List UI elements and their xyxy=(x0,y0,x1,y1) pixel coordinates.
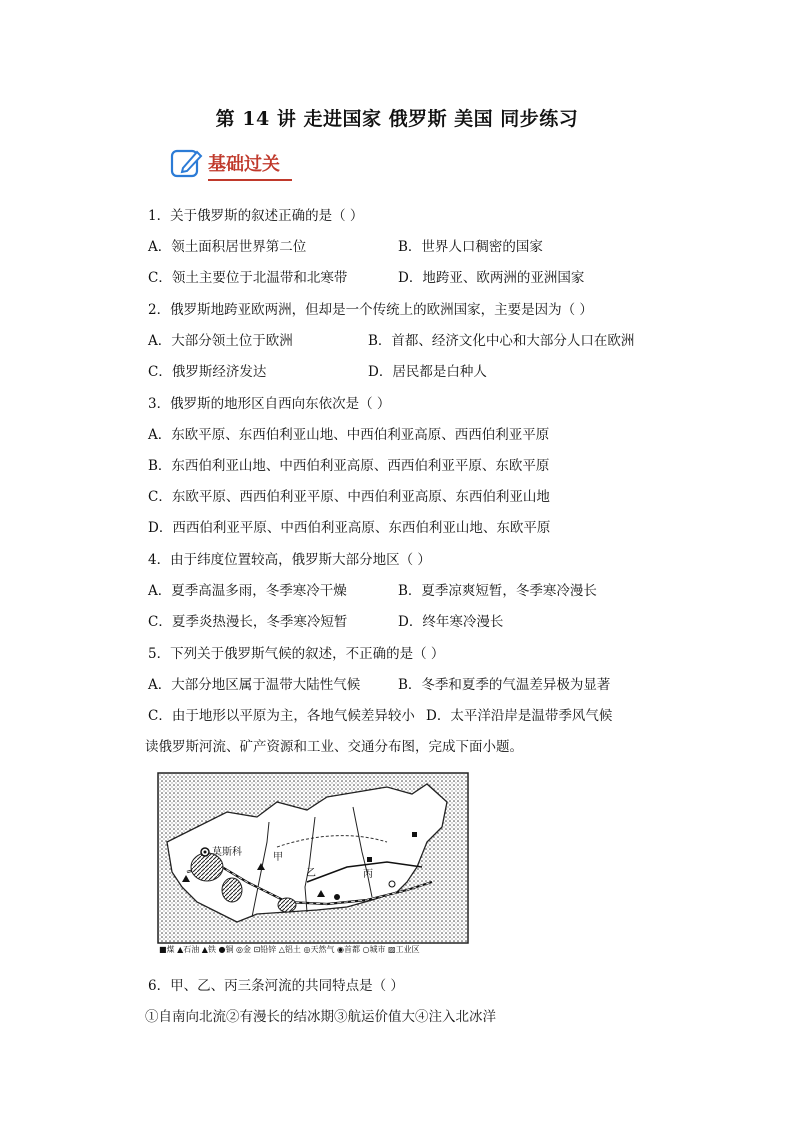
question-3-stem: 3．俄罗斯的地形区自西向东依次是（ ） xyxy=(148,396,391,412)
question-5-option-a: A．大部分地区属于温带大陆性气候 xyxy=(148,677,361,693)
map-label-jia: 甲 xyxy=(273,852,283,863)
question-1-option-c: C．领土主要位于北温带和北寒带 xyxy=(148,270,348,286)
map-label-bing: 丙 xyxy=(363,869,373,880)
question-1-stem: 1．关于俄罗斯的叙述正确的是（ ） xyxy=(148,208,364,224)
question-3-option-d: D．西西伯利亚平原、中西伯利亚高原、东西伯利亚山地、东欧平原 xyxy=(148,520,551,536)
question-5-option-c: C．由于地形以平原为主，各地气候差异较小 xyxy=(148,708,415,724)
question-2-stem: 2．俄罗斯地跨亚欧两洲，但却是一个传统上的欧洲国家，主要是因为（ ） xyxy=(148,302,593,318)
question-2-option-a: A．大部分领土位于欧洲 xyxy=(148,333,293,349)
section-title: 基础过关 xyxy=(208,154,280,175)
section-underline xyxy=(208,179,292,181)
map-legend: ■煤 ▲石油 ▲铁 ●铜 ◎金 ⊡铅锌 △铝土 ◎天然气 ◉首都 ○城市 ▨工业区 xyxy=(159,945,420,954)
russia-map xyxy=(157,772,469,960)
question-4-option-b: B．夏季凉爽短暂，冬季寒冷漫长 xyxy=(398,583,597,599)
question-2-option-b: B．首都、经济文化中心和大部分人口在欧洲 xyxy=(368,333,635,349)
question-3-option-b: B．东西伯利亚山地、中西伯利亚高原、西西伯利亚平原、东欧平原 xyxy=(148,458,550,474)
question-3-option-c: C．东欧平原、西西伯利亚平原、中西伯利亚高原、东西伯利亚山地 xyxy=(148,489,550,505)
question-4-option-d: D．终年寒冷漫长 xyxy=(398,614,504,630)
page-title: 第 14 讲 走进国家 俄罗斯 美国 同步练习 xyxy=(215,108,579,130)
question-4-option-a: A．夏季高温多雨，冬季寒冷干燥 xyxy=(148,583,347,599)
question-4-option-c: C．夏季炎热漫长，冬季寒冷短暂 xyxy=(148,614,348,630)
question-4-stem: 4．由于纬度位置较高，俄罗斯大部分地区（ ） xyxy=(148,552,431,568)
question-6-stem: 6．甲、乙、丙三条河流的共同特点是（ ） xyxy=(148,978,404,994)
map-label-moscow: 莫斯科 xyxy=(212,847,242,858)
map-label-yi: 乙 xyxy=(306,868,316,879)
pencil-edit-icon xyxy=(170,146,204,180)
question-5-option-d: D．太平洋沿岸是温带季风气候 xyxy=(426,708,613,724)
question-2-option-c: C．俄罗斯经济发达 xyxy=(148,364,267,380)
question-5-option-b: B．冬季和夏季的气温差异极为显著 xyxy=(398,677,611,693)
question-1-option-a: A．领土面积居世界第二位 xyxy=(148,239,307,255)
question-1-option-b: B．世界人口稠密的国家 xyxy=(398,239,543,255)
question-3-option-a: A．东欧平原、东西伯利亚山地、中西伯利亚高原、西西伯利亚平原 xyxy=(148,427,550,443)
map-intro-text: 读俄罗斯河流、矿产资源和工业、交通分布图，完成下面小题。 xyxy=(145,739,523,755)
question-1-option-d: D．地跨亚、欧两洲的亚洲国家 xyxy=(398,270,585,286)
question-6-statements: ①自南向北流②有漫长的结冰期③航运价值大④注入北冰洋 xyxy=(145,1009,496,1025)
question-2-option-d: D．居民都是白种人 xyxy=(368,364,487,380)
question-5-stem: 5．下列关于俄罗斯气候的叙述，不正确的是（ ） xyxy=(148,646,445,662)
